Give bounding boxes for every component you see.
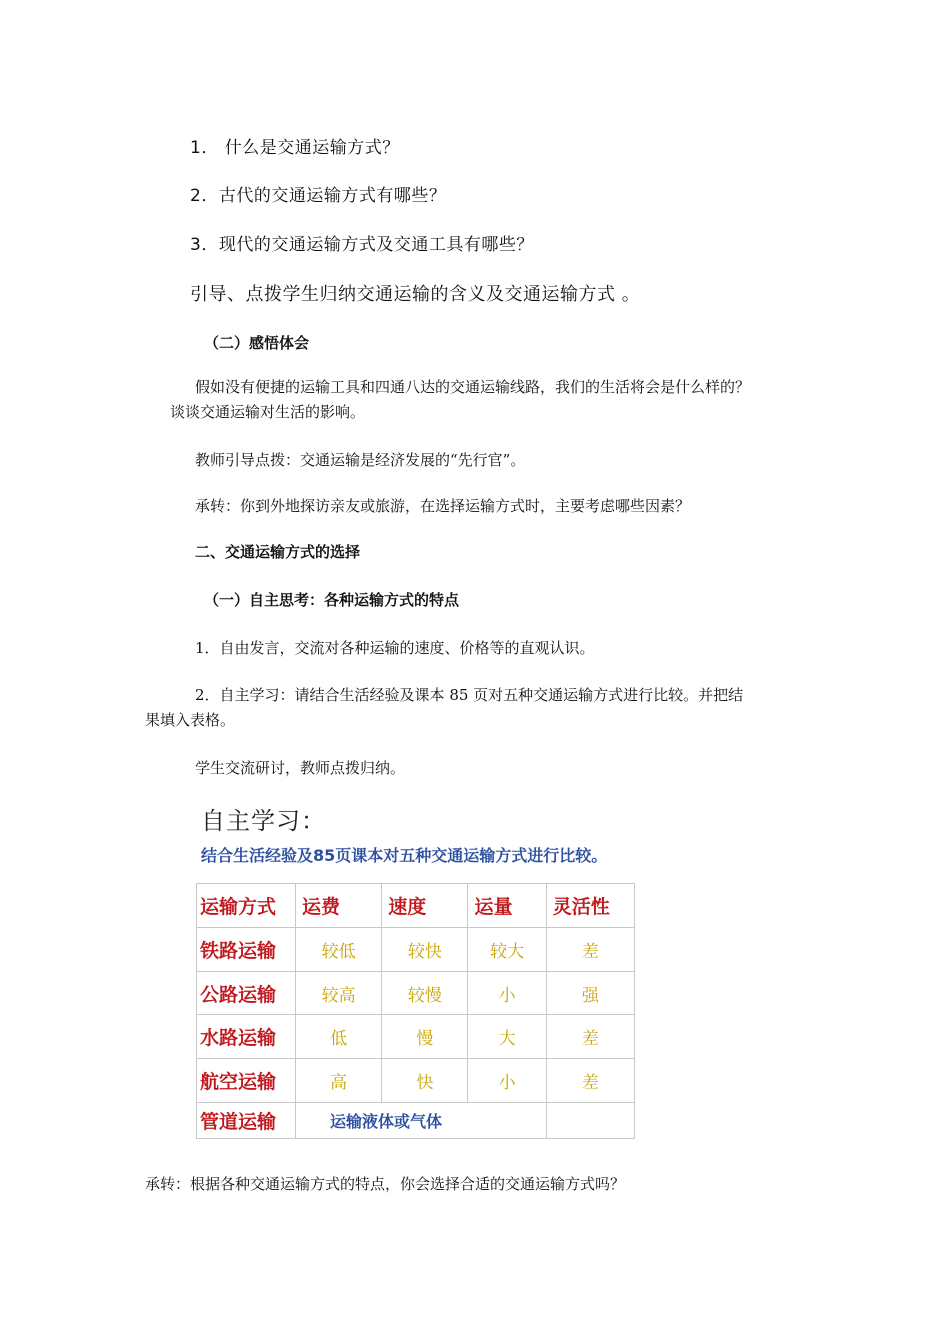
table-row <box>197 972 635 1015</box>
row-mode: 公路运输 <box>197 972 296 1015</box>
row-speed: 慢 <box>382 1015 468 1059</box>
section2-subheading: （一）自主思考：各种运输方式的特点 <box>204 591 460 609</box>
header-speed: 速度 <box>382 884 468 928</box>
slide-image <box>193 795 635 1141</box>
feel-paragraph-line1: 假如没有便捷的运输工具和四通八达的交通运输线路，我们的生活将会是什么样的？ <box>195 378 751 396</box>
empty-cell <box>546 1103 634 1139</box>
row-speed: 较慢 <box>382 972 468 1015</box>
row-mode: 航空运输 <box>197 1059 296 1103</box>
question-3: 3．现代的交通运输方式及交通工具有哪些？ <box>190 235 534 255</box>
table-row-pipeline <box>197 1103 635 1139</box>
row-volume: 大 <box>468 1015 546 1059</box>
row-speed: 快 <box>382 1059 468 1103</box>
table-row <box>197 928 635 972</box>
row-volume: 较大 <box>468 928 546 972</box>
slide-title: 自主学习： <box>201 807 326 835</box>
row-flex: 差 <box>546 1059 634 1103</box>
row-volume: 小 <box>468 972 546 1015</box>
row-flex: 强 <box>546 972 634 1015</box>
table-row <box>197 1015 635 1059</box>
student-note: 学生交流研讨，教师点拨归纳。 <box>195 759 406 777</box>
header-cost: 运费 <box>296 884 382 928</box>
question-2: 2．古代的交通运输方式有哪些？ <box>190 186 447 206</box>
pipeline-note: 运输液体或气体 <box>296 1103 547 1139</box>
row-cost: 较高 <box>296 972 382 1015</box>
row-volume: 小 <box>468 1059 546 1103</box>
teacher-note: 教师引导点拨：交通运输是经济发展的“先行官”。 <box>195 451 526 469</box>
header-flex: 灵活性 <box>546 884 634 928</box>
section-feel-heading: （二）感悟体会 <box>204 334 310 352</box>
item-2-line1: 2．自主学习：请结合生活经验及课本 85 页对五种交通运输方式进行比较。并把结 <box>195 686 744 704</box>
table-row <box>197 1059 635 1103</box>
row-mode: 管道运输 <box>197 1103 296 1139</box>
slide-subtitle: 结合生活经验及85页课本对五种交通运输方式进行比较。 <box>201 846 608 865</box>
row-mode: 水路运输 <box>197 1015 296 1059</box>
row-mode: 铁路运输 <box>197 928 296 972</box>
transition-2: 承转：根据各种交通运输方式的特点，你会选择合适的交通运输方式吗？ <box>145 1175 626 1193</box>
row-cost: 较低 <box>296 928 382 972</box>
item-1: 1．自由发言，交流对各种运输的速度、价格等的直观认识。 <box>195 639 595 657</box>
header-mode: 运输方式 <box>197 884 296 928</box>
row-speed: 较快 <box>382 928 468 972</box>
transition-1: 承转：你到外地探访亲友或旅游，在选择运输方式时，主要考虑哪些因素？ <box>195 497 691 515</box>
header-volume: 运量 <box>468 884 546 928</box>
table-header-row <box>197 884 635 928</box>
question-1: 1． 什么是交通运输方式？ <box>190 138 400 158</box>
item-2-line2: 果填入表格。 <box>145 711 236 729</box>
row-flex: 差 <box>546 928 634 972</box>
row-flex: 差 <box>546 1015 634 1059</box>
row-cost: 高 <box>296 1059 382 1103</box>
comparison-table <box>196 883 635 1139</box>
section2-heading: 二、交通运输方式的选择 <box>195 543 361 561</box>
feel-paragraph-line2: 谈谈交通运输对生活的影响。 <box>170 403 366 421</box>
guide-text: 引导、点拨学生归纳交通运输的含义及交通运输方式 。 <box>190 284 641 305</box>
row-cost: 低 <box>296 1015 382 1059</box>
